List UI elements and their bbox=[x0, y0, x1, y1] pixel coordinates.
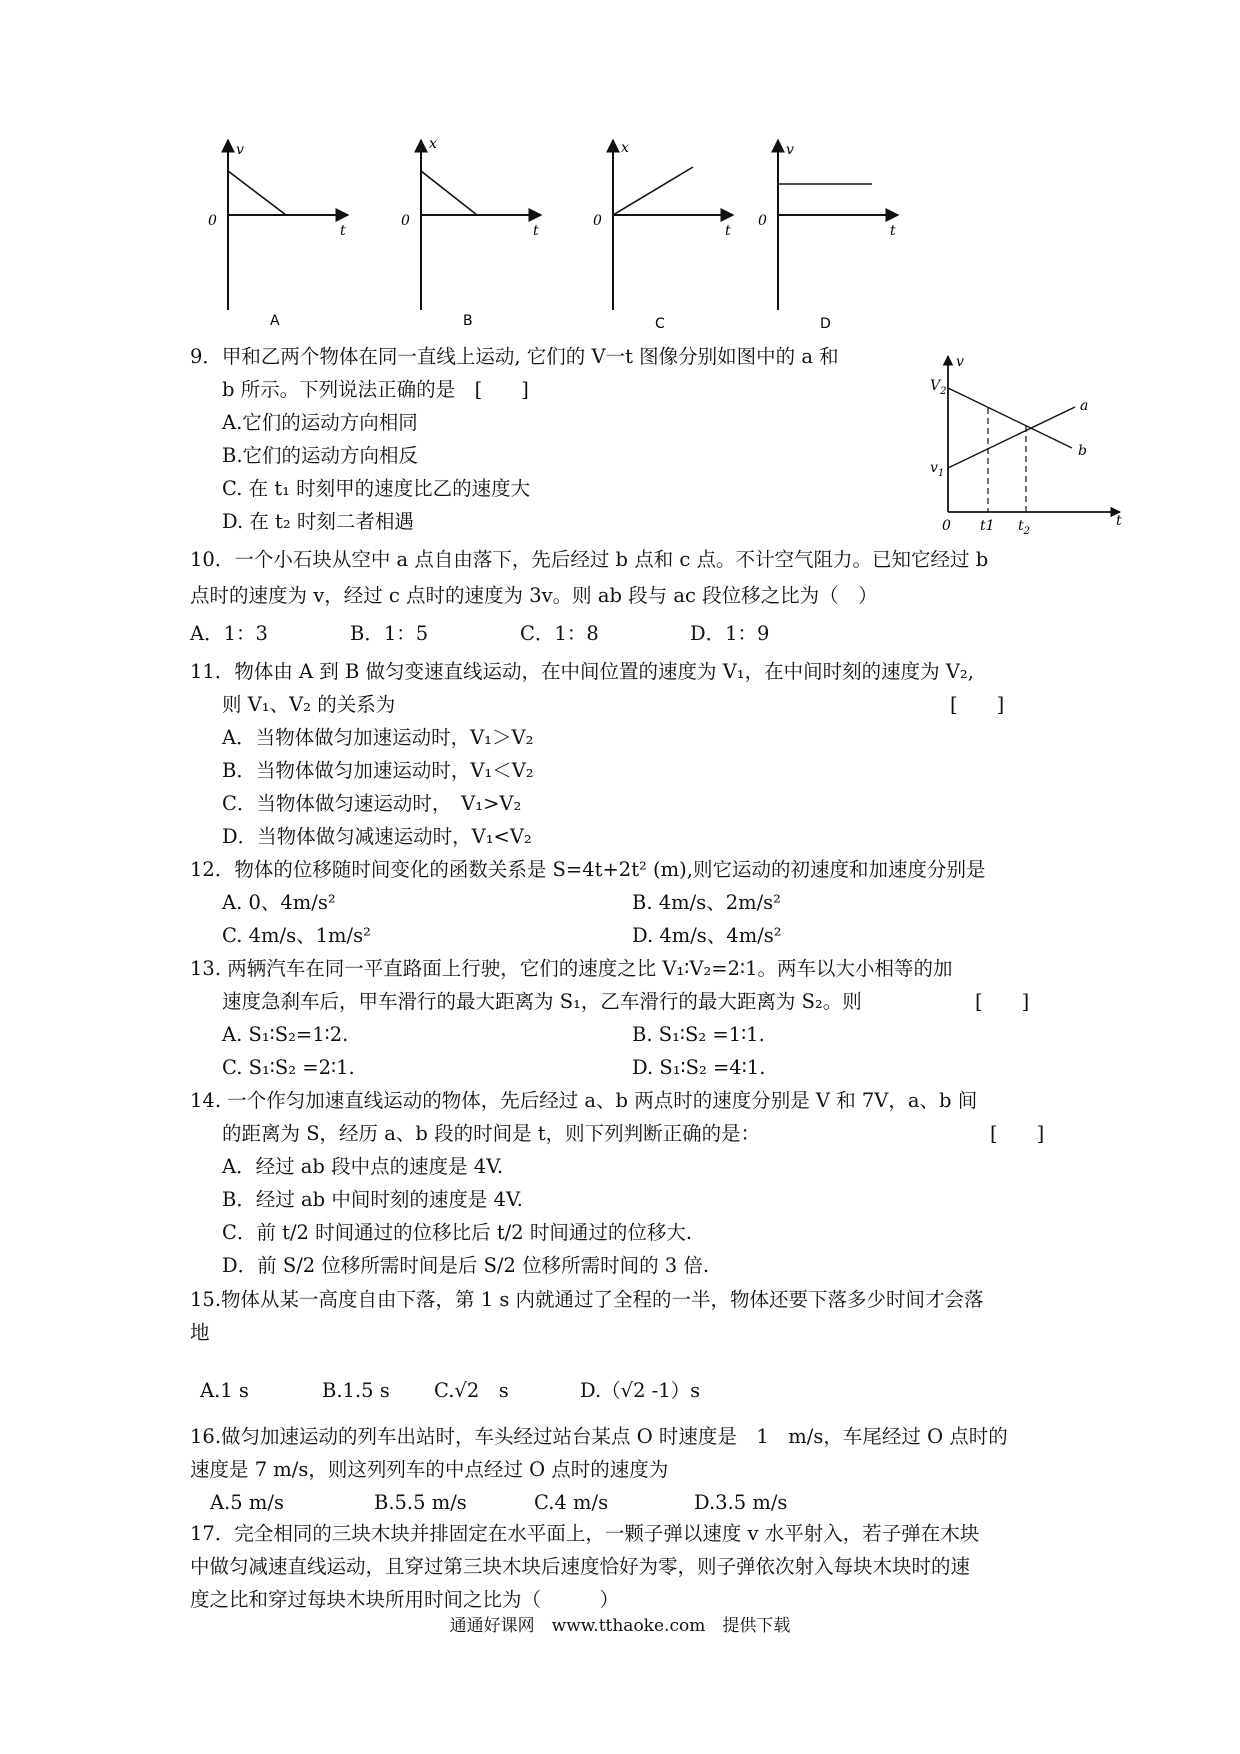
figure-c bbox=[593, 140, 733, 332]
figure-row-svg bbox=[200, 136, 1020, 332]
q13-line1: 13. 两辆汽车在同一平直路面上行驶，它们的速度之比 V₁∶V₂=2∶1。两车以大小相等的加 bbox=[190, 957, 953, 980]
figure-c-letter: C bbox=[655, 316, 665, 332]
q10-options bbox=[190, 614, 988, 652]
figure-b-x-label: t bbox=[533, 223, 539, 239]
q10-line1: 10．一个小石块从空中 a 点自由落下，先后经过 b 点和 c 点。不计空气阻力。已知它经过 b bbox=[190, 548, 989, 571]
q9-a-label: a bbox=[1080, 398, 1089, 414]
q11-line1: 11．物体由 A 到 B 做匀变速直线运动，在中间位置的速度为 V₁，在中间时刻的速度为 V₂, bbox=[190, 660, 974, 683]
q13-options-row2 bbox=[190, 1051, 953, 1084]
q9-option-a: A.它们的运动方向相同 bbox=[222, 411, 418, 434]
question-10 bbox=[190, 542, 988, 652]
q10-option-a: A．1：3 bbox=[190, 622, 268, 645]
figure-a-x-label: t bbox=[340, 223, 346, 239]
question-11 bbox=[190, 655, 1005, 853]
q12-option-c: C. 4m/s、1m/s² bbox=[222, 924, 371, 947]
figure-d-y-label: v bbox=[786, 142, 794, 158]
figure-d bbox=[758, 140, 898, 332]
q15-option-c: C.√2 s bbox=[434, 1379, 509, 1402]
page-footer: 通通好课网 www.tthaoke.com 提供下载 bbox=[449, 1616, 791, 1636]
q11-option-c: C．当物体做匀速运动时， V₁>V₂ bbox=[222, 792, 522, 815]
figure-b bbox=[401, 136, 541, 329]
question-9 bbox=[190, 340, 839, 538]
q13-option-c: C. S₁∶S₂ =2∶1. bbox=[222, 1056, 355, 1079]
figure-row-options bbox=[200, 136, 1020, 334]
question-12 bbox=[190, 853, 985, 952]
figure-c-x-label: t bbox=[725, 223, 731, 239]
q15-line2: 地 bbox=[190, 1321, 210, 1344]
q12-options-row2 bbox=[190, 919, 985, 952]
q15-option-b: B.1.5 s bbox=[322, 1379, 390, 1402]
q9-option-d: D. 在 t₂ 时刻二者相遇 bbox=[222, 510, 414, 533]
figure-a bbox=[208, 140, 348, 329]
q16-option-d: D.3.5 m/s bbox=[694, 1491, 788, 1514]
figure-d-letter: D bbox=[820, 316, 831, 332]
figure-a-letter: A bbox=[270, 313, 280, 329]
q11-option-d: D．当物体做匀减速运动时，V₁<V₂ bbox=[222, 825, 532, 848]
q14-option-d: D．前 S/2 位移所需时间是后 S/2 位移所需时间的 3 倍. bbox=[222, 1254, 710, 1277]
q12-option-b: B. 4m/s、2m/s² bbox=[632, 891, 781, 914]
q15-option-d: D.（√2 -1）s bbox=[580, 1379, 701, 1402]
q11-option-a: A．当物体做匀加速运动时，V₁＞V₂ bbox=[222, 726, 534, 749]
q14-line2 bbox=[190, 1117, 1045, 1150]
q9-y-label: v bbox=[956, 354, 964, 370]
q11-line2 bbox=[190, 688, 1005, 721]
figure-a-y-label: v bbox=[236, 142, 244, 158]
figure-b-y-label: x bbox=[429, 136, 437, 152]
q12-option-a: A. 0、4m/s² bbox=[222, 891, 336, 914]
q9-option-c: C. 在 t₁ 时刻甲的速度比乙的速度大 bbox=[222, 477, 531, 500]
q9-line-a bbox=[948, 407, 1075, 468]
q9-v1-label: $v_1$ bbox=[930, 460, 945, 479]
q13-line2 bbox=[190, 985, 1030, 1018]
figure-c-y-label: x bbox=[621, 140, 629, 156]
q14-line2-text: 的距离为 S，经历 a、b 段的时间是 t，则下列判断正确的是： bbox=[222, 1122, 761, 1145]
q9-figure-svg bbox=[920, 350, 1130, 535]
question-16 bbox=[190, 1420, 1008, 1519]
q14-answer-bracket: [ ] bbox=[990, 1122, 1045, 1145]
q17-line2: 中做匀减速直线运动，且穿过第三块木块后速度恰好为零，则子弹依次射入每块木块时的速 bbox=[190, 1555, 971, 1578]
q10-option-b: B．1：5 bbox=[350, 622, 429, 645]
q9-origin: 0 bbox=[942, 518, 951, 534]
figure-d-x-label: t bbox=[890, 223, 896, 239]
question-15 bbox=[190, 1283, 984, 1407]
q11-option-b: B．当物体做匀加速运动时，V₁＜V₂ bbox=[222, 759, 534, 782]
figure-b-letter: B bbox=[463, 313, 473, 329]
question-13 bbox=[190, 952, 1030, 1084]
q14-option-c: C．前 t/2 时间通过的位移比后 t/2 时间通过的位移大. bbox=[222, 1221, 693, 1244]
q11-answer-bracket: [ ] bbox=[950, 693, 1005, 716]
question-17 bbox=[190, 1517, 979, 1616]
q12-options-row1 bbox=[190, 886, 985, 919]
q13-option-b: B. S₁∶S₂ =1∶1. bbox=[632, 1023, 765, 1046]
q9-line2: b 所示。下列说法正确的是 [ ] bbox=[222, 378, 529, 401]
q16-option-b: B.5.5 m/s bbox=[374, 1491, 467, 1514]
q9-line1: 9．甲和乙两个物体在同一直线上运动, 它们的 V一t 图像分别如图中的 a 和 bbox=[190, 345, 839, 368]
q9-t1-label: t1 bbox=[980, 518, 995, 534]
q17-line3: 度之比和穿过每块木块所用时间之比为（ ） bbox=[190, 1588, 620, 1611]
q15-options bbox=[190, 1349, 984, 1407]
figure-a-origin: 0 bbox=[208, 213, 217, 229]
q9-b-label: b bbox=[1078, 443, 1087, 459]
q10-option-d: D．1：9 bbox=[690, 622, 770, 645]
q13-answer-bracket: [ ] bbox=[975, 990, 1030, 1013]
figure-b-origin: 0 bbox=[401, 213, 410, 229]
q16-line1: 16.做匀加速运动的列车出站时，车头经过站台某点 O 时速度是 1 m/s，车尾经过 O 点时的 bbox=[190, 1425, 1008, 1448]
q13-option-d: D. S₁∶S₂ =4∶1. bbox=[632, 1056, 766, 1079]
q13-option-a: A. S₁∶S₂=1∶2. bbox=[222, 1023, 349, 1046]
q17-line1: 17．完全相同的三块木块并排固定在水平面上，一颗子弹以速度 v 水平射入，若子弹在木块 bbox=[190, 1522, 980, 1545]
q11-line2-text: 则 V₁、V₂ 的关系为 bbox=[222, 693, 396, 716]
q10-option-c: C．1：8 bbox=[520, 622, 599, 645]
q16-option-c: C.4 m/s bbox=[534, 1491, 609, 1514]
q15-option-a: A.1 s bbox=[200, 1379, 249, 1402]
q13-options-row1 bbox=[190, 1018, 953, 1051]
q15-line1: 15.物体从某一高度自由下落，第 1 s 内就通过了全程的一半，物体还要下落多少时间才会落 bbox=[190, 1288, 984, 1311]
question-14 bbox=[190, 1084, 1045, 1282]
q14-option-b: B．经过 ab 中间时刻的速度是 4V. bbox=[222, 1188, 523, 1211]
q16-options bbox=[190, 1486, 1008, 1519]
q16-option-a: A.5 m/s bbox=[210, 1491, 284, 1514]
q14-line1: 14. 一个作匀加速直线运动的物体，先后经过 a、b 两点时的速度分别是 V 和 7V，a、b 间 bbox=[190, 1089, 978, 1112]
q9-figure bbox=[920, 350, 1130, 539]
q12-option-d: D. 4m/s、4m/s² bbox=[632, 924, 782, 947]
q9-option-b: B.它们的运动方向相反 bbox=[222, 444, 419, 467]
figure-d-origin: 0 bbox=[758, 213, 767, 229]
q10-line2: 点时的速度为 v，经过 c 点时的速度为 3v。则 ab 段与 ac 段位移之比为（ ） bbox=[190, 584, 878, 607]
figure-c-origin: 0 bbox=[593, 213, 602, 229]
q16-line2: 速度是 7 m/s，则这列列车的中点经过 O 点时的速度为 bbox=[190, 1458, 669, 1481]
q9-t2-label: $t_2$ bbox=[1018, 518, 1031, 537]
q14-option-a: A．经过 ab 段中点的速度是 4V. bbox=[222, 1155, 504, 1178]
q12-line1: 12．物体的位移随时间变化的函数关系是 S=4t+2t² (m),则它运动的初速度和加速度分别是 bbox=[190, 858, 986, 881]
q13-line2-text: 速度急刹车后，甲车滑行的最大距离为 S₁，乙车滑行的最大距离为 S₂。则 bbox=[222, 990, 862, 1013]
q9-v2-label: $V_2$ bbox=[930, 378, 947, 397]
q9-x-label: t bbox=[1116, 513, 1122, 529]
